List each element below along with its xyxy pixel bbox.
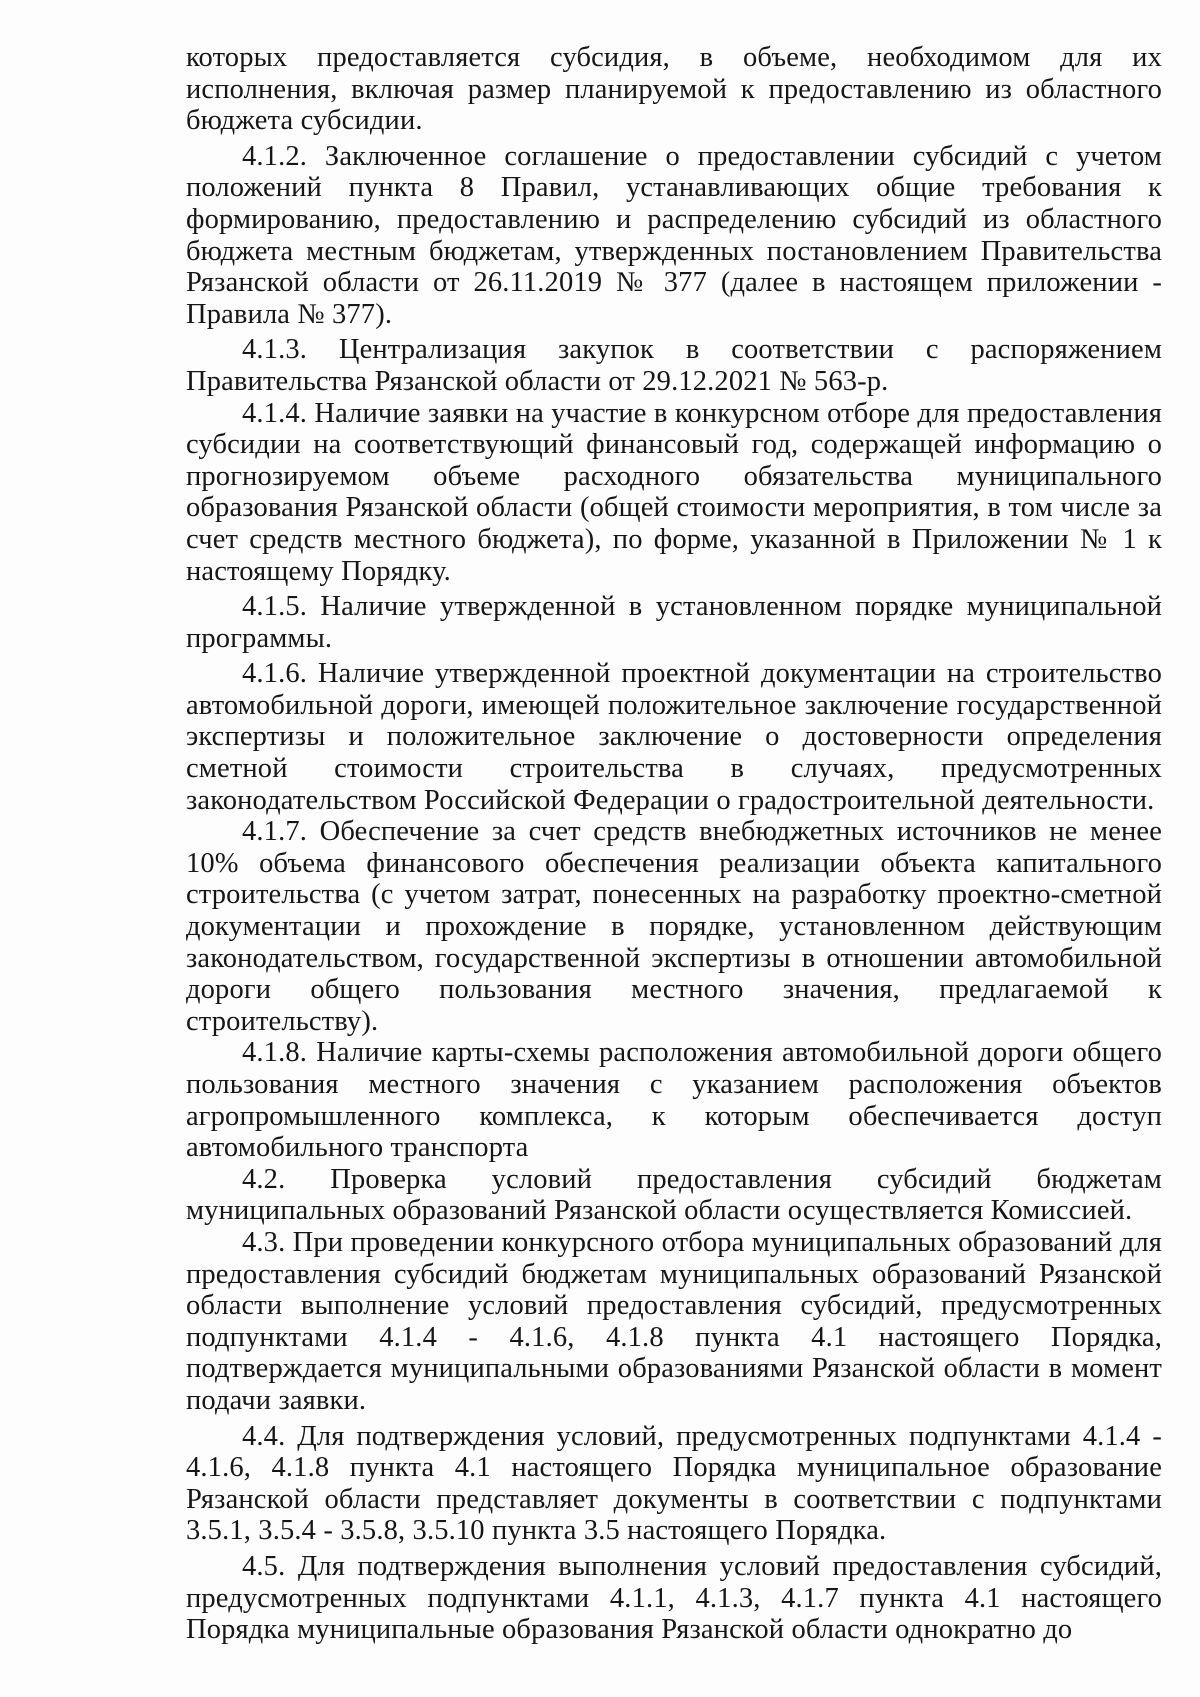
paragraph-4-1-6: 4.1.6. Наличие утвержденной проектной документации на строительство автомобильной дороги, имеющей положительное заключение государственной экспертизы и положительное заключение о достоверности определения сметной стоимости строительства в случаях, предусмотренных законодательством Российской Федерации о градостроительной деятельности.	[186, 658, 1162, 816]
paragraph-continuation: которых предоставляется субсидия, в объеме, необходимом для их исполнения, включая размер планируемой к предоставлению из областного бюджета субсидии.	[186, 42, 1162, 137]
paragraph-4-1-7: 4.1.7. Обеспечение за счет средств внебюджетных источников не менее 10% объема финансового обеспечения реализации объекта капитального строительства (с учетом затрат, понесенных на разработку проектно-сметной документации и прохождение в порядке, установленном действующим законодательством, государственной экспертизы в отношении автомобильной дороги общего пользования местного значения, предлагаемой к строительству).	[186, 816, 1162, 1037]
paragraph-4-1-5: 4.1.5. Наличие утвержденной в установленном порядке муниципальной программы.	[186, 591, 1162, 654]
paragraph-4-4: 4.4. Для подтверждения условий, предусмотренных подпунктами 4.1.4 - 4.1.6, 4.1.8 пункта 4.1 настоящего Порядка муниципальное образование Рязанской области представляет документы в соответствии с подпунктами 3.5.1, 3.5.4 - 3.5.8, 3.5.10 пункта 3.5 настоящего Порядка.	[186, 1420, 1162, 1547]
paragraph-4-5: 4.5. Для подтверждения выполнения условий предоставления субсидий, предусмотренных подпунктами 4.1.1, 4.1.3, 4.1.7 пункта 4.1 настоящего Порядка муниципальные образования Рязанской области однократно до	[186, 1550, 1162, 1646]
document-body	[186, 42, 1162, 1646]
paragraph-4-2: 4.2. Проверка условий предоставления субсидий бюджетам муниципальных образований Рязанской области осуществляется Комиссией.	[186, 1163, 1162, 1227]
paragraph-4-3: 4.3. При проведении конкурсного отбора муниципальных образований для предоставления субсидий бюджетам муниципальных образований Рязанской области выполнение условий предоставления субсидий, предусмотренных подпунктами 4.1.4 - 4.1.6, 4.1.8 пункта 4.1 настоящего Порядка, подтверждается муниципальными образованиями Рязанской области в момент подачи заявки.	[186, 1226, 1162, 1416]
paragraph-4-1-8: 4.1.8. Наличие карты-схемы расположения автомобильной дороги общего пользования местного значения с указанием расположения объектов агропромышленного комплекса, к которым обеспечивается доступ автомобильного транспорта	[186, 1037, 1162, 1164]
paragraph-4-1-3: 4.1.3. Централизация закупок в соответствии с распоряжением Правительства Рязанской области от 29.12.2021 № 563-р.	[186, 334, 1162, 397]
paragraph-4-1-4: 4.1.4. Наличие заявки на участие в конкурсном отборе для предоставления субсидии на соответствующий финансовый год, содержащей информацию о прогнозируемом объеме расходного обязательства муниципального образования Рязанской области (общей стоимости мероприятия, в том числе за счет средств местного бюджета), по форме, указанной в Приложении № 1 к настоящему Порядку.	[186, 397, 1162, 587]
paragraph-4-1-2: 4.1.2. Заключенное соглашение о предоставлении субсидий с учетом положений пункта 8 Правил, устанавливающих общие требования к формированию, предоставлению и распределению субсидий из областного бюджета местным бюджетам, утвержденных постановлением Правительства Рязанской области от 26.11.2019 № 377 (далее в настоящем приложении - Правила № 377).	[186, 140, 1162, 330]
